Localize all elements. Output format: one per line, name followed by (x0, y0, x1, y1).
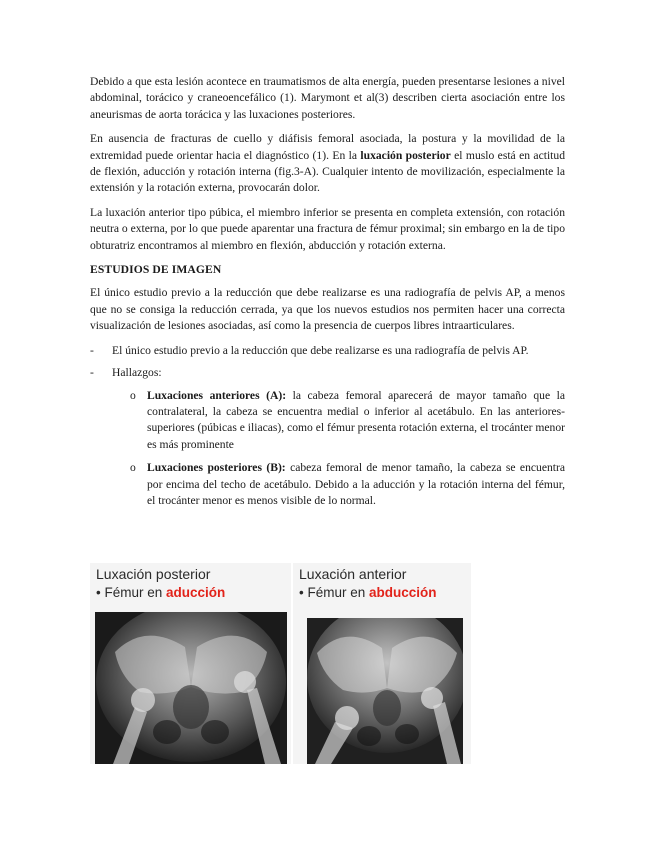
bold-term: luxación posterior (360, 148, 451, 162)
paragraph-posterior-dislocation (90, 131, 565, 197)
finding-text: cabeza femoral de menor tamaño, la cabeza se encuentra por encima del techo de acetábulo. Debido a la aducción y la rotación interna del fémur, el trocánter menor es menos visible de lo normal. (147, 461, 565, 507)
paragraph-associated-injuries: Debido a que esta lesión acontece en traumatismos de alta energía, pueden presentarse lesiones a nivel abdominal, torácico y craneoencefálico (1). Marymont et al(3) describen cierta asociación entre los aneurismas de aorta torácica y las luxaciones posteriores. (90, 75, 565, 121)
figure-panel-posterior (90, 563, 291, 764)
finding-posterior (90, 460, 565, 509)
paragraph-anterior-dislocation: La luxación anterior tipo púbica, el miembro inferior se presenta en completa extensión, con rotación neutra o externa, por lo que puede aparentar una fractura de fémur proximal; sin embargo en la de tipo obturatriz encontramos al miembro en flexión, abducción y rotación externa. (90, 205, 565, 252)
finding-anterior (90, 388, 565, 454)
circle-bullet: o (130, 388, 136, 402)
paragraph-text: En ausencia de fracturas de cuello y diáfisis femoral asociada, la postura y la movilidad de la extremidad puede orientar hacia el diagnóstico (1). En la (90, 132, 565, 162)
document-body (90, 74, 565, 516)
dash-bullet: - (90, 366, 94, 380)
finding-title: Luxaciones anteriores (A): (147, 388, 287, 402)
section-heading: ESTUDIOS DE IMAGEN (90, 263, 222, 277)
pelvis-xray-image (95, 612, 287, 764)
xray-figure (90, 563, 471, 764)
panel-bullet (299, 585, 437, 600)
paragraph-text: el muslo está en actitud de flexión, aducción y rotación interna (fig.3-A). Cualquier intento de movilización, especialmente la extensión y la rotación externa, provocarán dolor. (90, 148, 565, 195)
pelvis-xray-image (307, 618, 463, 764)
panel-title: Luxación posterior (96, 566, 211, 582)
list-item-text: El único estudio previo a la reducción que debe realizarse es una radiografía de pelvis AP. (112, 343, 529, 357)
panel-bullet (96, 585, 225, 600)
figure-panel-anterior (293, 563, 471, 764)
finding-text: la cabeza femoral aparecerá de mayor tamaño que la contralateral, la cabeza se encuentra medial o inferior al acetábulo. En las anteriores-superiores (púbicas e iliacas), como el fémur presenta rotación externa, el trocánter menor es más prominente (147, 388, 565, 451)
finding-title: Luxaciones posteriores (B): (147, 461, 286, 475)
list-item-text: Hallazgos: (112, 366, 162, 380)
list-item (90, 365, 565, 381)
section-intro: El único estudio previo a la reducción que debe realizarse es una radiografía de pelvis AP, a menos que no se consiga la reducción cerrada, ya que los nuevos estudios nos permiten hacer una correcta visualización de lesiones asociadas, así como la presencia de cuerpos libres intraarticulares. (90, 286, 565, 333)
panel-bullet-highlight: abducción (369, 585, 437, 600)
findings-list (90, 388, 565, 510)
dash-bullet: - (90, 343, 94, 357)
circle-bullet: o (130, 461, 136, 475)
list-item (90, 343, 565, 359)
panel-bullet-highlight: aducción (166, 585, 226, 600)
panel-bullet-text: • Fémur en (299, 585, 369, 600)
panel-title: Luxación anterior (299, 566, 407, 582)
panel-bullet-text: • Fémur en (96, 585, 166, 600)
